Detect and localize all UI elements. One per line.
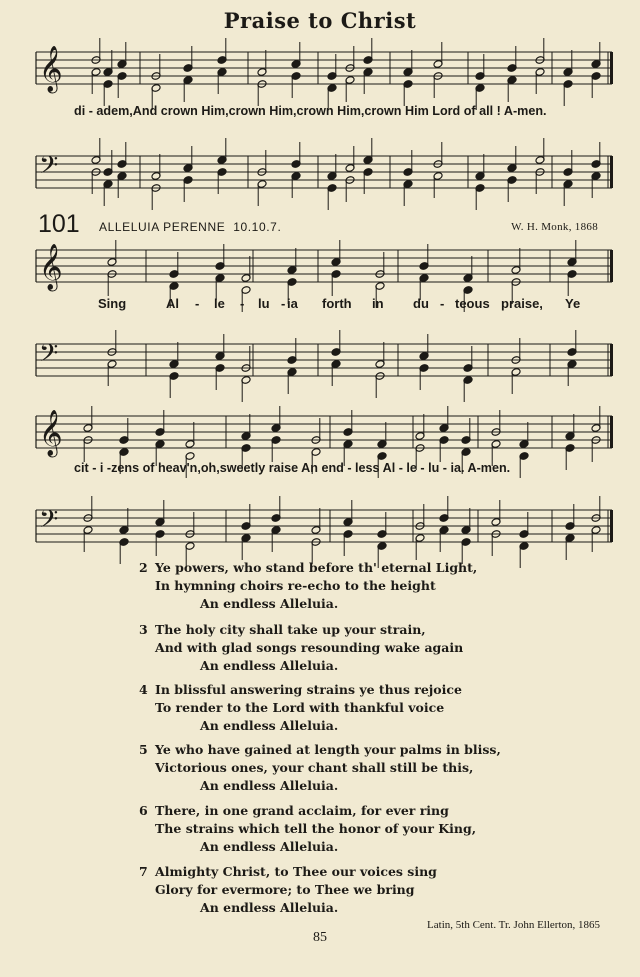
bass-clef-icon: 𝄢 (39, 151, 59, 186)
syllable: Ye (565, 296, 581, 311)
syllable: du (413, 296, 429, 311)
verse-line: To render to the Lord with thankful voice (155, 700, 445, 715)
verse-line: An endless Alleluia. (200, 900, 339, 915)
verse-line: An endless Alleluia. (200, 778, 339, 793)
verse-line: The strains which tell the honor of your King, (155, 821, 477, 836)
lyrics-line-2: cit - i -zens of heav'n,oh,sweetly raise An end - less Al - le - lu - ia. A-men. (74, 461, 511, 475)
bass-clef-icon: 𝄢 (39, 339, 59, 374)
verse-line: Victorious ones, your chant shall still be this, (155, 760, 474, 775)
tune-title: ALLELUIA PERENNE (99, 220, 226, 234)
music-staff-treble-2 (0, 242, 640, 292)
verse-number: 3 (139, 622, 148, 637)
verse-line: The holy city shall take up your strain, (155, 622, 426, 637)
treble-clef-icon: 𝄞 (39, 244, 63, 290)
page-number: 85 (313, 930, 327, 945)
syllable: le (214, 296, 225, 311)
syllable: - (281, 296, 286, 311)
verse-line: An endless Alleluia. (200, 658, 339, 673)
verse-line: There, in one grand acclaim, for ever ring (155, 803, 449, 818)
treble-clef-icon: 𝄞 (39, 410, 63, 456)
verse-line: Glory for evermore; to Thee we bring (155, 882, 415, 897)
music-staff-treble-1 (0, 44, 640, 94)
verse-line: In blissful answering strains ye thus rejoice (155, 682, 462, 697)
lyrics-line-1 (0, 296, 640, 314)
final-bar (610, 344, 613, 376)
verse-number: 6 (139, 803, 148, 818)
syllable: praise, (501, 296, 543, 311)
translator-credit: Latin, 5th Cent. Tr. John Ellerton, 1865 (427, 919, 600, 931)
verse-line: Ye who have gained at length your palms in bliss, (155, 742, 501, 757)
music-staff-treble-3 (0, 408, 640, 458)
page-title: Praise to Christ (223, 8, 417, 33)
syllable: - (195, 296, 200, 311)
verse-line: And with glad songs resounding wake again (155, 640, 464, 655)
verse-line: An endless Alleluia. (200, 839, 339, 854)
syllable: in (372, 296, 384, 311)
final-bar (610, 250, 613, 282)
syllable: lu (258, 296, 270, 311)
final-bar (610, 510, 613, 542)
verse-number: 7 (139, 864, 148, 879)
tune-meter: 10.10.7. (233, 220, 282, 234)
syllable: - (440, 296, 445, 311)
syllable: ia (287, 296, 298, 311)
verse-line: An endless Alleluia. (200, 596, 339, 611)
syllable: forth (322, 296, 352, 311)
syllable: - (240, 296, 245, 311)
tune-name (99, 220, 281, 234)
bass-clef-icon: 𝄢 (39, 505, 59, 540)
lyrics-line-top: di - adem,And crown Him,crown Him,crown Him,crown Him Lord of all ! A-men. (74, 104, 547, 118)
verse-number: 5 (139, 742, 148, 757)
final-bar (610, 52, 613, 84)
music-staff-bass-2 (0, 336, 640, 386)
final-bar (610, 416, 613, 448)
syllable: teous (455, 296, 490, 311)
verse-number: 2 (139, 560, 148, 575)
verse-line: An endless Alleluia. (200, 718, 339, 733)
final-bar (610, 156, 613, 188)
verse-number: 4 (139, 682, 148, 697)
verse-line: Almighty Christ, to Thee our voices sing (155, 864, 437, 879)
hymn-number: 101 (38, 210, 80, 238)
verse-line: In hymning choirs re-echo to the height (155, 578, 436, 593)
syllable: Al (166, 296, 179, 311)
treble-clef-icon: 𝄞 (39, 46, 63, 92)
music-staff-bass-3 (0, 502, 640, 552)
verse-line: Ye powers, who stand before th' eternal Light, (155, 560, 478, 575)
composer-credit: W. H. Monk, 1868 (511, 221, 598, 233)
syllable: Sing (98, 296, 127, 311)
music-staff-bass-1 (0, 148, 640, 198)
